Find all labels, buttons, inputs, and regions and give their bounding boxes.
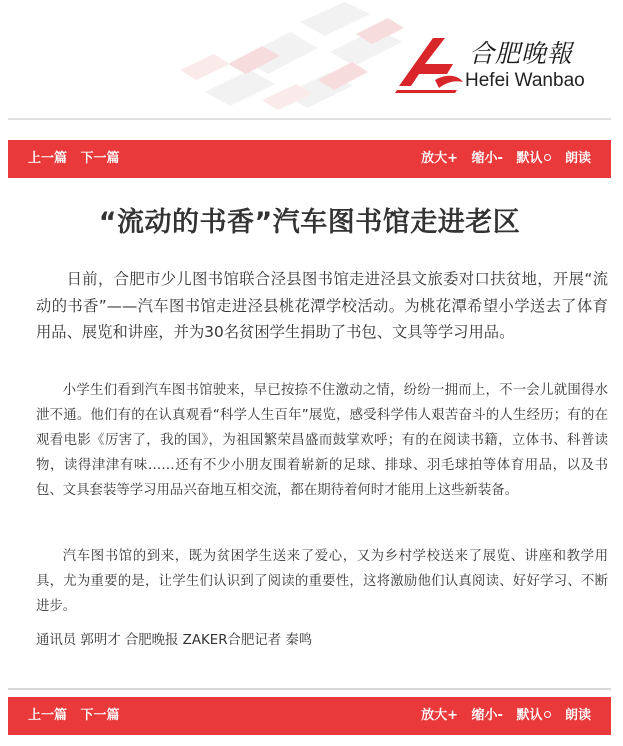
article-toolbar-bottom: [8, 697, 611, 735]
zoom-out-button[interactable]: 缩小-: [471, 708, 503, 723]
logo[interactable]: [395, 28, 615, 98]
default-size-button[interactable]: [516, 140, 551, 178]
pagination-controls: [28, 140, 120, 178]
circle-icon: [544, 154, 551, 161]
footer-divider: [8, 688, 611, 690]
next-article-link[interactable]: 下一篇: [80, 708, 120, 723]
default-size-button[interactable]: [516, 697, 551, 735]
next-article-link[interactable]: 下一篇: [80, 151, 120, 166]
default-size-label: 默认: [516, 151, 543, 166]
prev-article-link[interactable]: 上一篇: [28, 708, 68, 723]
read-aloud-button[interactable]: 朗读: [564, 151, 591, 166]
font-controls: [421, 697, 591, 735]
article-paragraph: 汽车图书馆的到来，既为贫困学生送来了爱心，又为乡村学校送来了展览、讲座和教学用具，尤为重要的是，让学生们认识到了阅读的重要性，这将激励他们认真阅读、好好学习、不断进步。: [36, 549, 608, 614]
article-toolbar-top: [8, 140, 611, 178]
article-paragraph: 小学生们看到汽车图书馆驶来，早已按捺不住激动之情，纷纷一拥而上，不一会儿就围得水泄不通。他们有的在认真观看“科学人生百年”展览，感受科学伟人艰苦奋斗的人生经历；有的在观看电影《厉害了，我的国》，为祖国繁荣昌盛而鼓掌欢呼；有的在阅读书籍，立体书、科普读物，读得津津有味……还有不少小朋友围着崭新的足球、排球、羽毛球拍等体育用品，以及书包、文具套装等学习用品兴奋地互相交流，都在期待着何时才能用上这些新装备。: [36, 383, 608, 498]
header-decoration: [0, 0, 420, 118]
circle-icon: [544, 711, 551, 718]
article-credit: 通讯员 郭明才 合肥晚报 ZAKER合肥记者 秦鸣: [36, 633, 313, 648]
default-size-label: 默认: [516, 708, 543, 723]
read-aloud-button[interactable]: 朗读: [564, 708, 591, 723]
zoom-out-button[interactable]: 缩小-: [471, 151, 503, 166]
logo-english-name: Hefei Wanbao: [465, 70, 585, 91]
site-header: [0, 0, 623, 118]
article-title: “流动的书香”汽车图书馆走进老区: [98, 207, 521, 238]
pagination-controls: [28, 697, 120, 735]
font-controls: [421, 140, 591, 178]
zoom-in-button[interactable]: 放大+: [421, 151, 458, 166]
article-paragraph: 日前，合肥市少儿图书馆联合泾县图书馆走进泾县文旅委对口扶贫地，开展“流动的书香”——汽车图书馆走进泾县桃花潭学校活动。为桃花潭希望小学送去了体育用品、展览和讲座，并为30名贫困学生捐助了书包、文具等学习用品。: [36, 270, 608, 341]
logo-chinese-name: 合肥晚報: [469, 39, 574, 68]
zoom-in-button[interactable]: 放大+: [421, 708, 458, 723]
hefei-wanbao-logo-icon: [395, 34, 465, 94]
prev-article-link[interactable]: 上一篇: [28, 151, 68, 166]
header-divider: [8, 118, 611, 120]
